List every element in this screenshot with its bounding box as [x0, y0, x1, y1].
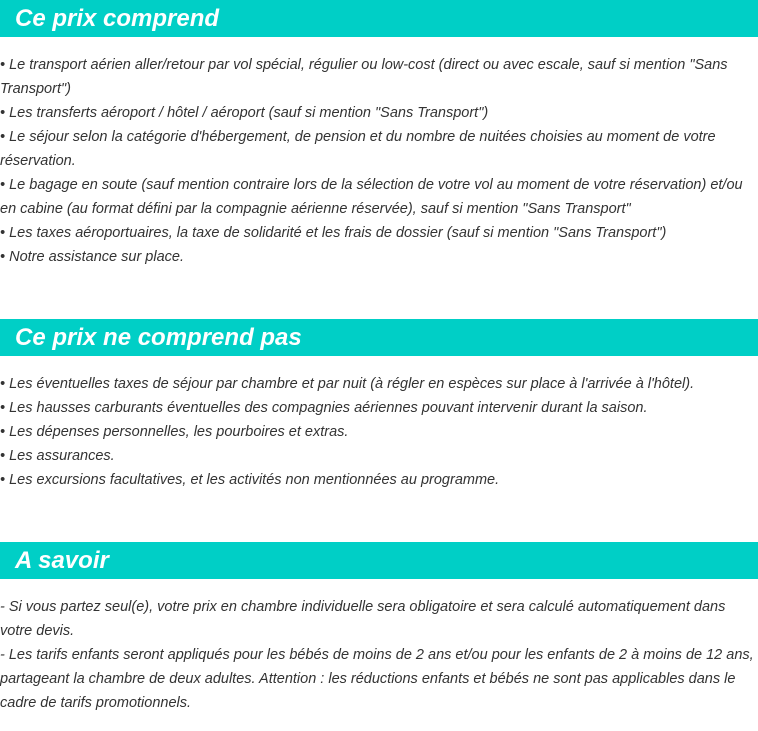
list-item: • Le transport aérien aller/retour par vol spécial, régulier ou low-cost (direct ou avec escale, sauf si mention "Sans Transport"): [0, 57, 728, 97]
list-item: • Le séjour selon la catégorie d'hébergement, de pension et du nombre de nuitées choisies au moment de votre réservation.: [0, 129, 716, 169]
list-item: • Les dépenses personnelles, les pourboires et extras.: [0, 424, 349, 440]
list-item: • Les hausses carburants éventuelles des compagnies aériennes pouvant intervenir durant la saison.: [0, 400, 648, 416]
list-item: • Les excursions facultatives, et les activités non mentionnées au programme.: [0, 472, 500, 488]
included-list: [0, 53, 754, 269]
section-title-included: Ce prix comprend: [15, 5, 220, 32]
not-included-list: [0, 372, 754, 492]
list-item: • Le bagage en soute (sauf mention contraire lors de la sélection de votre vol au moment de votre réservation) et/ou en cabine (au format défini par la compagnie aérienne réservée), sauf si mention "Sans Transport": [0, 177, 743, 217]
section-title-good-to-know: A savoir: [15, 547, 109, 574]
good-to-know-list: [0, 595, 754, 715]
section-header-good-to-know: [0, 542, 758, 579]
list-item: • Les transferts aéroport / hôtel / aéroport (sauf si mention "Sans Transport"): [0, 105, 489, 121]
section-header-included: [0, 0, 758, 37]
list-item: - Si vous partez seul(e), votre prix en chambre individuelle sera obligatoire et sera calculé automatiquement dans votre devis.: [0, 599, 726, 639]
list-item: • Les taxes aéroportuaires, la taxe de solidarité et les frais de dossier (sauf si mention "Sans Transport"): [0, 225, 667, 241]
section-header-not-included: [0, 319, 758, 356]
list-item: • Les éventuelles taxes de séjour par chambre et par nuit (à régler en espèces sur place à l'arrivée à l'hôtel).: [0, 376, 695, 392]
list-item: • Notre assistance sur place.: [0, 249, 184, 265]
list-item: - Les tarifs enfants seront appliqués pour les bébés de moins de 2 ans et/ou pour les enfants de 2 à moins de 12 ans, partageant la chambre de deux adultes. Attention : les réductions enfants et bébés ne sont pas applicables dans le cadre de tarifs promotionnels.: [0, 647, 754, 711]
list-item: • Les assurances.: [0, 448, 115, 464]
section-title-not-included: Ce prix ne comprend pas: [15, 324, 302, 351]
